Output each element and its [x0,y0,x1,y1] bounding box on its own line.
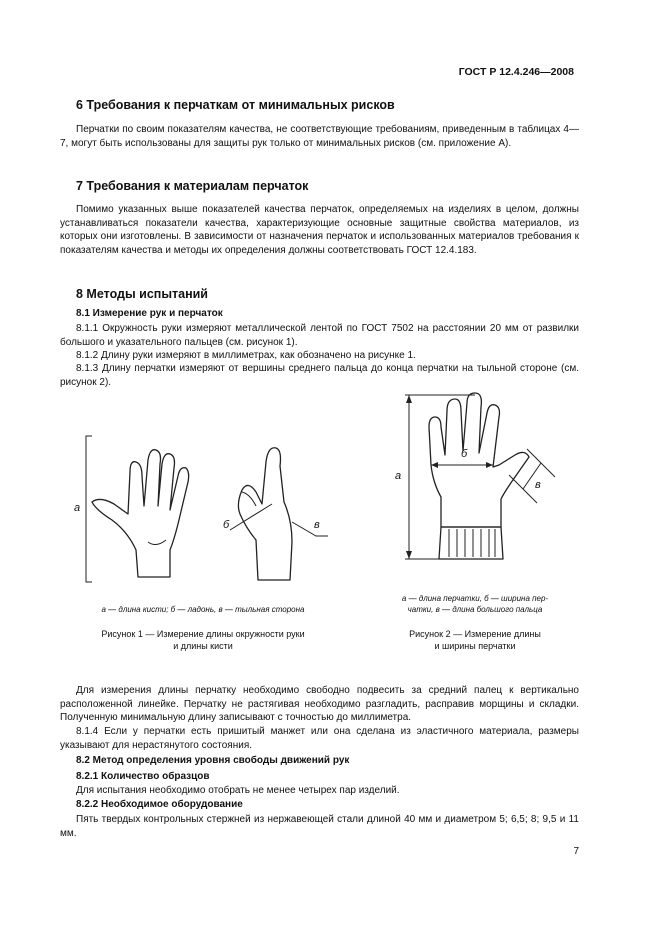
paragraph-8-2-1: Для испытания необходимо отобрать не менее четырех пар изделий. [76,785,400,796]
figure-2-label-v: в [535,479,541,491]
paragraph-8-1-3: 8.1.3 Длину перчатки измеряют от вершины среднего пальца до конца перчатки на тыльной стороне (см. рисунок 2). [60,363,579,388]
figure-1-label-v: в [314,519,320,531]
section-7-paragraph: Помимо указанных выше показателей качества перчаток, определяемых на изделиях в целом, должны устанавливаться показатели качества, характеризующие основные защитные свойства материалов, из которых они изготовлены. В зависимости от назначения перчаток и использованных материалов требования к показателям качества и методы их определения должны соответствовать ГОСТ 12.4.183. [60,204,579,256]
figure-2-caption-line-2: и ширины перчатки [434,641,516,651]
paragraph-glove-hanging: Для измерения длины перчатку необходимо свободно подвесить за средний палец к вертикально расположенной линейке. Перчатку не растягивая необходимо разгладить, расправив морщины и складки. Полученную минимальную длину записывают с точностью до миллиметра. [60,685,579,723]
section-7-title: 7 Требования к материалам перчаток [76,179,309,193]
section-8-2-title: 8.2 Метод определения уровня свободы движений рук [76,755,350,766]
paragraph-8-1-4: 8.1.4 Если у перчатки есть пришитый манжет или она сделана из эластичного материала, размеры указывают для нерастянутого состояния. [60,726,579,751]
figure-1-label-b: б [223,519,230,531]
figure-2-label-a: а [395,470,402,482]
section-6-title: 6 Требования к перчаткам от минимальных рисков [76,98,395,112]
section-8-1-title: 8.1 Измерение рук и перчаток [76,308,223,319]
document-header: ГОСТ Р 12.4.246—2008 [458,66,574,78]
section-8-2-2-title: 8.2.2 Необходимое оборудование [76,799,243,810]
figure-1-legend: а — длина кисти; б — ладонь, в — тыльная сторона [101,605,305,614]
section-8-2-1-title: 8.2.1 Количество образцов [76,771,210,782]
figure-2-legend-line-2: чатки, в — длина большого пальца [407,605,543,614]
figure-2-legend-line-1: а — длина перчатки, б — ширина пер- [401,594,549,603]
paragraph-8-1-2: 8.1.2 Длину руки измеряют в миллиметрах, как обозначено на рисунке 1. [76,350,416,361]
figure-1-hand-drawing [70,432,340,592]
section-6-paragraph: Перчатки по своим показателям качества, не соответствующие требованиям, приведенным в таблицах 4—7, могут быть использованы для защиты рук только от минимальных рисков (см. приложение А). [60,124,579,149]
figure-1-caption-line-2: и длины кисти [173,641,233,651]
figure-2-glove-drawing [395,385,565,570]
figure-1-label-a: а [74,502,81,514]
figure-2-label-b: б [461,448,468,460]
paragraph-8-1-1: 8.1.1 Окружность руки измеряют металлической лентой по ГОСТ 7502 на расстоянии 20 мм от развилки большого и указательного пальцев (см. рисунок 1). [60,323,579,348]
figure-2-caption-line-1: Рисунок 2 — Измерение длины [409,629,541,639]
section-8-title: 8 Методы испытаний [76,287,208,301]
paragraph-8-2-2: Пять твердых контрольных стержней из нержавеющей стали длиной 40 мм и диаметром 5; 6,5; 8; 9,5 и 11 мм. [60,814,579,839]
figure-1-caption-line-1: Рисунок 1 — Измерение длины окружности руки [101,629,305,639]
page-number: 7 [573,846,579,857]
